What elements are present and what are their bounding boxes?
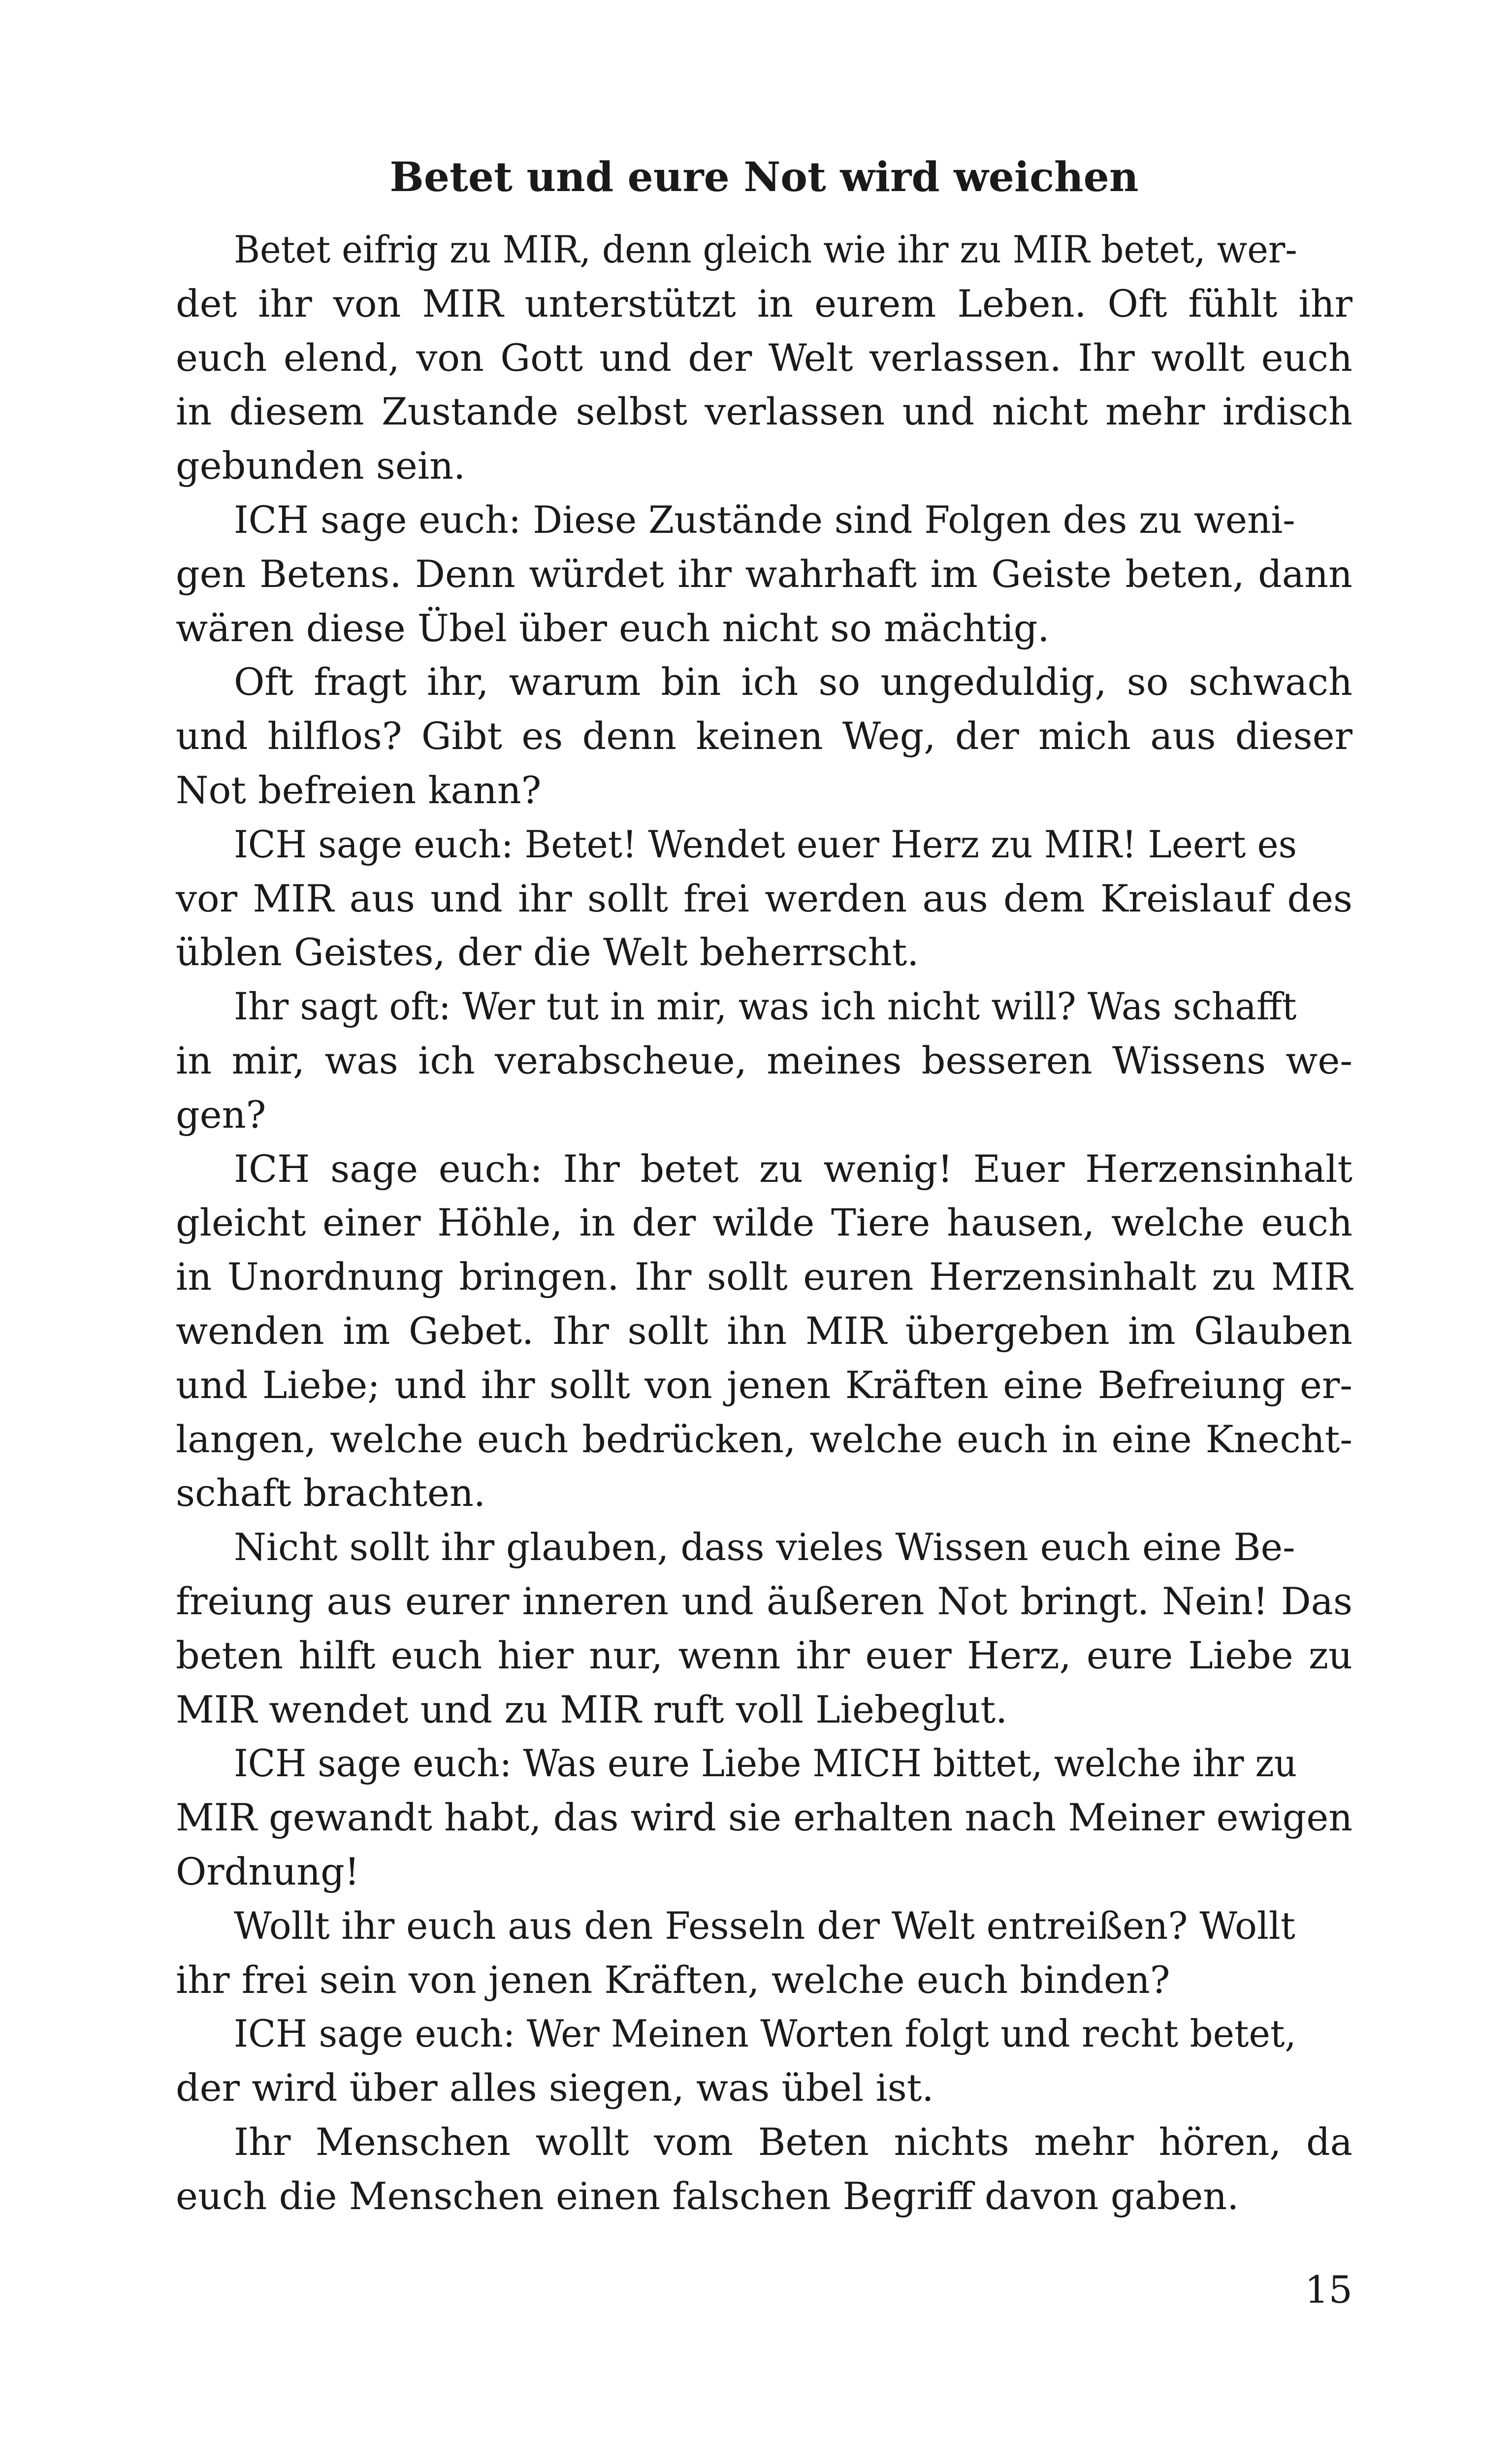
paragraph [176, 655, 1352, 817]
paragraph [176, 223, 1352, 493]
text-line: Betet eifrig zu MIR, denn gleich wie ihr zu MIR betet, wer- [234, 228, 1297, 271]
text-line: ICH sage euch: Was eure Liebe MICH bittet, welche ihr zu [234, 1741, 1297, 1786]
text-line: langen, welche euch bedrücken, welche euch in eine Knecht- [176, 1417, 1352, 1461]
text-line: ihr frei sein von jenen Kräften, welche euch binden? [176, 1957, 1170, 2002]
text-line: ICH sage euch: Diese Zustände sind Folgen des zu weni- [234, 497, 1295, 542]
paragraph [176, 1520, 1352, 1736]
page-number: 15 [1305, 2268, 1352, 2312]
text-line: in diesem Zustande selbst verlassen und nicht mehr irdisch [176, 390, 1352, 434]
paragraph [176, 979, 1352, 1141]
text-line: det ihr von MIR unterstützt in eurem Leben. Oft fühlt ihr [176, 281, 1352, 326]
text-line: üblen Geistes, der die Welt beherrscht. [176, 930, 919, 975]
text-line: der wird über alles siegen, was übel ist. [176, 2066, 934, 2110]
text-line: gen Betens. Denn würdet ihr wahrhaft im Geiste beten, dann [176, 552, 1352, 596]
paragraph [176, 2115, 1352, 2223]
text-line: MIR wendet und zu MIR ruft voll Liebeglut. [176, 1687, 1008, 1731]
paragraph [176, 1142, 1352, 1521]
text-line: Nicht sollt ihr glauben, dass vieles Wissen euch eine Be- [234, 1525, 1295, 1569]
text-line: in Unordnung bringen. Ihr sollt euren Herzensinhalt zu MIR [176, 1255, 1352, 1299]
paragraph [176, 1736, 1352, 1898]
paragraph [176, 1899, 1352, 2007]
text-line: gebunden sein. [176, 444, 466, 488]
text-line: schaft brachten. [176, 1471, 486, 1515]
text-line: freiung aus eurer inneren und äußeren Not bringt. Nein! Das [176, 1579, 1352, 1623]
text-line: Wollt ihr euch aus den Fesseln der Welt entreißen? Wollt [234, 1903, 1295, 1948]
book-page [176, 0, 1352, 2443]
text-line: Ihr sagt oft: Wer tut in mir, was ich nicht will? Was schafft [234, 984, 1297, 1029]
text-line: wenden im Gebet. Ihr sollt ihn MIR übergeben im Glauben [176, 1308, 1352, 1353]
paragraph [176, 817, 1352, 979]
text-line: und hilflos? Gibt es denn keinen Weg, der mich aus dieser [176, 714, 1352, 758]
text-line: Ihr Menschen wollt vom Beten nichts mehr hören, da [234, 2119, 1352, 2164]
text-line: MIR gewandt habt, das wird sie erhalten nach Meiner ewigen [176, 1795, 1353, 1840]
text-line: euch die Menschen einen falschen Begriff davon gaben. [176, 2174, 1239, 2218]
text-line: gen? [176, 1092, 266, 1137]
text-line: ICH sage euch: Betet! Wendet euer Herz zu MIR! Leert es [234, 822, 1297, 866]
text-line: Ordnung! [176, 1849, 360, 1893]
text-line: beten hilft euch hier nur, wenn ihr euer Herz, eure Liebe zu [176, 1633, 1352, 1677]
paragraph [176, 493, 1352, 655]
text-line: ICH sage euch: Wer Meinen Worten folgt und recht betet, [234, 2012, 1296, 2056]
paragraph [176, 2007, 1352, 2115]
chapter-title: Betet und eure Not wird weichen [389, 154, 1139, 201]
text-line: Not befreien kann? [176, 768, 542, 812]
text-line: gleicht einer Höhle, in der wilde Tiere hausen, welche euch [176, 1201, 1352, 1245]
text-line: Oft fragt ihr, warum bin ich so ungeduldig, so schwach [234, 660, 1352, 704]
text-line: euch elend, von Gott und der Welt verlassen. Ihr wollt euch [176, 335, 1352, 380]
text-line: ICH sage euch: Ihr betet zu wenig! Euer Herzensinhalt [234, 1146, 1352, 1191]
text-line: vor MIR aus und ihr sollt frei werden aus dem Kreislauf des [176, 876, 1352, 920]
text-line: in mir, was ich verabscheue, meines besseren Wissens we- [176, 1038, 1352, 1082]
text-line: wären diese Übel über euch nicht so mächtig. [176, 606, 1050, 650]
text-line: und Liebe; und ihr sollt von jenen Kräften eine Befreiung er- [176, 1363, 1352, 1407]
body-text [176, 223, 1352, 2223]
